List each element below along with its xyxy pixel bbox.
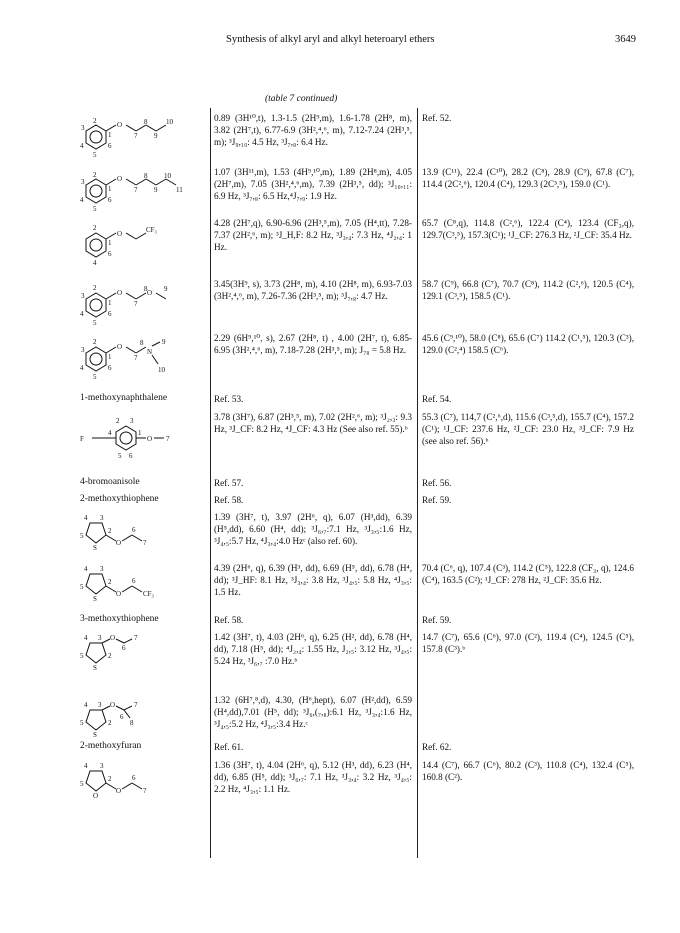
- atom-label: O: [116, 590, 122, 598]
- atom-label: 4: [93, 259, 97, 267]
- atom-label: O: [117, 230, 123, 238]
- c-nmr-cell: Ref. 62.: [422, 742, 452, 752]
- atom-label: 7: [134, 132, 138, 140]
- c-nmr-cell: 45.6 (C⁹,¹⁰), 58.0 (C⁸), 65.6 (C⁷) 114.2 (C¹,⁵), 120.3 (C³), 129.0 (C²,⁴) 158.5 (C⁶).: [422, 333, 634, 356]
- atom-label: 8: [140, 339, 144, 347]
- h-nmr-cell: 4.28 (2H⁷,q), 6.90-6.96 (2H³,⁵,m), 7.05 (H⁴,tt), 7.28-7.37 (2H²,⁶, m); ³J_H,F: 8.2 Hz, ³J₃,₄: 7.3 Hz, ⁴J₂,₄: 1 Hz.: [214, 218, 412, 253]
- atom-label: 2: [108, 719, 112, 727]
- atom-label: 6: [132, 526, 136, 534]
- atom-label: 3: [100, 565, 104, 573]
- atom-label: 8: [130, 719, 134, 727]
- atom-label: 6: [132, 577, 136, 585]
- atom-label: S: [93, 664, 97, 672]
- atom-label: 7: [134, 300, 138, 308]
- atom-label: 7: [143, 787, 147, 795]
- atom-label: 10: [164, 172, 171, 180]
- atom-label: 6: [122, 644, 126, 652]
- atom-label: 2: [93, 171, 97, 179]
- h-nmr-cell: Ref. 53.: [214, 394, 244, 404]
- atom-label: 4: [84, 565, 88, 573]
- c-nmr-cell: Ref. 52.: [422, 113, 452, 123]
- atom-label: 2: [108, 578, 112, 586]
- atom-label: 6: [108, 310, 112, 318]
- atom-label: 2: [108, 527, 112, 535]
- nmr-table: [80, 108, 640, 858]
- atom-label: 6: [108, 364, 112, 372]
- c-nmr-cell: 70.4 (C⁶, q), 107.4 (C³), 114.2 (C⁵), 122.8 (CF₃, q), 124.6 (C⁴), 163.5 (C²); ¹J_CF: 278 Hz, ²J_CF: 35.6 Hz.: [422, 563, 634, 586]
- atom-label: 6: [108, 142, 112, 150]
- atom-label: 5: [80, 719, 84, 727]
- atom-label: O: [147, 435, 153, 443]
- column-divider-2: [417, 108, 418, 858]
- column-divider-1: [210, 108, 211, 858]
- structure-methoxyethoxybenzene: [80, 278, 208, 330]
- atom-label: 5: [93, 373, 97, 381]
- atom-label: 3: [81, 292, 85, 300]
- atom-label: 7: [134, 701, 138, 709]
- atom-label: S: [93, 595, 97, 603]
- compound-name: 3-methoxythiophene: [80, 614, 159, 624]
- atom-label: O: [117, 289, 123, 297]
- compound-name: 1-methoxynaphthalene: [80, 393, 168, 403]
- structure-ethoxythiophene: [80, 511, 208, 555]
- atom-label: 3: [100, 514, 104, 522]
- atom-label: O: [117, 175, 123, 183]
- atom-label: 9: [154, 186, 158, 194]
- atom-label: O: [110, 701, 116, 709]
- c-nmr-cell: Ref. 56.: [422, 478, 452, 488]
- atom-label: 2: [108, 652, 112, 660]
- atom-label: 3: [98, 701, 102, 709]
- atom-label: 10: [166, 118, 173, 126]
- structure-pentyloxybenzene: [80, 112, 208, 160]
- atom-label: 7: [134, 634, 138, 642]
- atom-label: 6: [108, 196, 112, 204]
- running-header: [0, 34, 680, 48]
- h-nmr-cell: Ref. 58.: [214, 615, 244, 625]
- atom-label: 4: [80, 310, 84, 318]
- atom-label: 1: [108, 185, 112, 193]
- atom-label: 10: [158, 366, 165, 374]
- h-nmr-cell: 1.36 (3H⁷, t), 4.04 (2H⁶, q), 5.12 (H³, dd), 6.23 (H⁴, dd), 6.85 (H⁵, dd); ³J₆,₇: 7.1 Hz, ³J₃,₄: 3.2 Hz, ³J₄,₅: 2.2 Hz, ⁴J₃,₅: 1.1 Hz.: [214, 760, 412, 795]
- atom-label: N: [147, 348, 153, 356]
- c-nmr-cell: 14.7 (C⁷), 65.6 (C⁶), 97.0 (C²), 119.4 (C⁴), 124.5 (C⁵), 157.8 (C³).ᵇ: [422, 632, 634, 655]
- h-nmr-cell: Ref. 58.: [214, 495, 244, 505]
- h-nmr-cell: Ref. 61.: [214, 742, 244, 752]
- atom-label: 7: [134, 186, 138, 194]
- atom-label: 4: [84, 701, 88, 709]
- c-nmr-cell: 14.4 (C⁷), 66.7 (C⁶), 80.2 (C³), 110.8 (C⁴), 132.4 (C⁵), 160.8 (C²).: [422, 760, 634, 783]
- atom-label: O: [117, 121, 123, 129]
- running-title: Synthesis of alkyl aryl and alkyl heteroaryl ethers: [226, 34, 435, 45]
- h-nmr-cell: 2.29 (6H⁹,¹⁰, s), 2.67 (2H⁸, t) , 4.00 (2H⁷, t), 6.85-6.95 (3H²,⁴,⁶, m), 7.18-7.28 (2H³,⁵, m); J₇₈ = 5.8 Hz.: [214, 333, 412, 356]
- atom-label: 1: [108, 353, 112, 361]
- atom-label: 2: [93, 117, 97, 125]
- atom-label: 8: [144, 285, 148, 293]
- structure-3-isopropoxythiophene: [80, 694, 208, 742]
- table-caption: (table 7 continued): [265, 94, 338, 104]
- atom-label: 3: [81, 346, 85, 354]
- atom-label: 5: [93, 151, 97, 159]
- atom-label: 2: [93, 338, 97, 346]
- atom-label: 1: [108, 131, 112, 139]
- atom-label: O: [147, 289, 153, 297]
- atom-label: 3: [130, 417, 134, 425]
- h-nmr-cell: 4.39 (2H⁶, q), 6.39 (H³, dd), 6.69 (H⁵, dd), 6.78 (H⁴, dd); ³J_HF: 8.1 Hz, ³J₃,₄: 3.8 Hz, ³J₄,₅: 5.8 Hz, ⁴J₃,₅: 1.5 Hz.: [214, 563, 412, 598]
- atom-label: 8: [144, 172, 148, 180]
- atom-label: 8: [144, 118, 148, 126]
- atom-label: 3: [100, 762, 104, 770]
- atom-label: 4: [84, 514, 88, 522]
- compound-name: 2-methoxythiophene: [80, 494, 159, 504]
- atom-label: 5: [118, 452, 122, 460]
- atom-label: 3: [81, 124, 85, 132]
- atom-label: 4: [108, 429, 112, 437]
- c-nmr-cell: 13.9 (C¹¹), 22.4 (C¹⁰), 28.2 (C⁸), 28.9 (C⁹), 67.8 (C⁷), 114.4 (2C²,⁶), 120.4 (C⁴), 129.3 (2C³,⁵), 159.0 (C¹).: [422, 167, 634, 190]
- atom-label: 1: [108, 299, 112, 307]
- atom-label: 1: [138, 429, 142, 437]
- atom-label: 4: [80, 364, 84, 372]
- atom-label: 5: [80, 532, 84, 540]
- h-nmr-cell: 1.07 (3H¹¹,m), 1.53 (4H⁹,¹⁰,m), 1.89 (2H⁸,m), 4.05 (2H⁷,m), 7.05 (3H²,⁴,⁶,m), 7.39 (2H³,⁵, dd); ³J₁₀,₁₁: 6.9 Hz, ³J₇,₈: 6.5 Hz,⁴J₇,₉: 1.9 Hz.: [214, 167, 412, 202]
- atom-label: S: [93, 544, 97, 552]
- structure-dimethylaminoethoxybenzene: [80, 332, 208, 384]
- h-nmr-cell: 1.42 (3H⁷, t), 4.03 (2H⁶, q), 6.25 (H², dd), 6.78 (H⁴, dd), 7.18 (H⁵, dd); ⁴J₂,₄: 1.55 Hz, J₂,₅: 3.12 Hz, ³J₄,₅: 5.24 Hz, ³J₆,₇ :7.0 Hz.ᵇ: [214, 632, 412, 667]
- atom-label: O: [93, 792, 99, 800]
- h-nmr-cell: 3.45(3H⁹, s), 3.73 (2H⁸, m), 4.10 (2H⁸, m), 6.93-7.03 (3H²,⁴,⁶, m), 7.26-7.36 (2H³,⁵, m); ³J₇,₈: 4.7 Hz.: [214, 279, 412, 302]
- atom-label: 5: [80, 583, 84, 591]
- h-nmr-cell: 3.78 (3H⁷), 6.87 (2H³,⁵, m), 7.02 (2H²,⁶, m); ³J₂,₃: 9.3 Hz, ³J_CF: 8.2 Hz, ⁴J_CF: 4.3 Hz (See also ref. 55).ᵇ: [214, 412, 412, 435]
- atom-label: 11: [176, 186, 183, 194]
- atom-label: 7: [143, 539, 147, 547]
- h-nmr-cell: 1.32 (6H⁷,⁸,d), 4.30, (H⁶,hept), 6.07 (H²,dd), 6.59 (H⁴,dd),7.01 (H⁵, dd); ³J₆,(₇,₈):6.1 Hz, ³J₃,₄:1.6 Hz, ³J₄,₅:5.2 Hz, ⁴J₃,₅:3.4 Hz.ᶜ: [214, 695, 412, 730]
- atom-label: 9: [154, 132, 158, 140]
- atom-label: 4: [80, 196, 84, 204]
- atom-label: 5: [93, 205, 97, 213]
- atom-label: 7: [134, 354, 138, 362]
- atom-label: 2: [93, 284, 97, 292]
- atom-label: 1: [108, 239, 112, 247]
- atom-label: 6: [129, 452, 133, 460]
- atom-label: CF₃: [146, 226, 158, 234]
- structure-3-ethoxythiophene: [80, 631, 208, 675]
- atom-label: 2: [116, 417, 120, 425]
- atom-label: 4: [80, 142, 84, 150]
- atom-label: 5: [80, 652, 84, 660]
- structure-hexyloxybenzene: [80, 166, 208, 214]
- h-nmr-cell: Ref. 57.: [214, 478, 244, 488]
- atom-label: 6: [120, 713, 124, 721]
- c-nmr-cell: Ref. 59.: [422, 615, 452, 625]
- compound-name: 4-bromoanisole: [80, 477, 140, 487]
- atom-label: 9: [162, 338, 166, 346]
- atom-label: O: [116, 787, 122, 795]
- structure-trifluoroethoxybenzene: [80, 217, 208, 275]
- atom-label: F: [80, 435, 84, 443]
- atom-label: 7: [166, 435, 170, 443]
- c-nmr-cell: Ref. 59.: [422, 495, 452, 505]
- atom-label: S: [93, 731, 97, 739]
- atom-label: 4: [84, 762, 88, 770]
- c-nmr-cell: 65.7 (C⁸,q), 114.8 (C²,⁶), 122.4 (C⁴), 123.4 (CF₃,q), 129.7(C³,⁵), 157.3(C¹); ¹J_CF: 276.3 Hz, ²J_CF: 35.4 Hz.: [422, 218, 634, 241]
- atom-label: 3: [81, 178, 85, 186]
- atom-label: 2: [108, 775, 112, 783]
- h-nmr-cell: 1.39 (3H⁷, t), 3.97 (2H⁶, q), 6.07 (H³,dd), 6.39 (H⁵,dd), 6.60 (H⁴, dd); ³J₆,₇:7.1 Hz, ³J₃,₅:1.6 Hz, ³J₄,₅:5.7 Hz, ⁴J₃,₄:4.0 Hzᶜ (also ref. 60).: [214, 512, 412, 547]
- structure-2-ethoxyfuran: [80, 759, 208, 803]
- atom-label: 4: [84, 634, 88, 642]
- atom-label: O: [110, 634, 116, 642]
- structure-trifluoroethoxythiophene: [80, 562, 208, 606]
- structure-fluoroanisole: [80, 411, 208, 471]
- atom-label: 6: [132, 774, 136, 782]
- c-nmr-cell: 58.7 (C⁹), 66.8 (C⁷), 70.7 (C⁸), 114.2 (C²,⁶), 120.5 (C⁴), 129.1 (C³,⁵), 158.5 (C¹).: [422, 279, 634, 302]
- c-nmr-cell: Ref. 54.: [422, 394, 452, 404]
- atom-label: O: [116, 539, 122, 547]
- page-number: 3649: [615, 34, 636, 45]
- atom-label: CF₃: [143, 590, 155, 598]
- atom-label: 5: [93, 319, 97, 327]
- atom-label: 6: [108, 250, 112, 258]
- atom-label: 9: [164, 285, 168, 293]
- h-nmr-cell: 0.89 (3H¹⁰,t), 1.3-1.5 (2H⁹,m), 1.6-1.78 (2H⁸, m), 3.82 (2H⁷,t), 6.77-6.9 (3H²,⁴,⁶, m), 7.12-7.24 (2H³,⁵, m); ³J₉,₁₀: 4.5 Hz, ³J₇,₈: 6.4 Hz.: [214, 113, 412, 148]
- c-nmr-cell: 55.3 (C⁷), 114,7 (C²,⁶,d), 115.6 (C³,⁵,d), 155.7 (C⁴), 157.2 (C¹); ¹J_CF: 237.6 Hz, ²J_CF: 23.0 Hz, ³J_CF: 7.9 Hz (see also ref. 56).ᵇ: [422, 412, 634, 447]
- atom-label: O: [117, 343, 123, 351]
- atom-label: 5: [80, 780, 84, 788]
- atom-label: 2: [93, 224, 97, 232]
- atom-label: 3: [98, 634, 102, 642]
- compound-name: 2-methoxyfuran: [80, 741, 142, 751]
